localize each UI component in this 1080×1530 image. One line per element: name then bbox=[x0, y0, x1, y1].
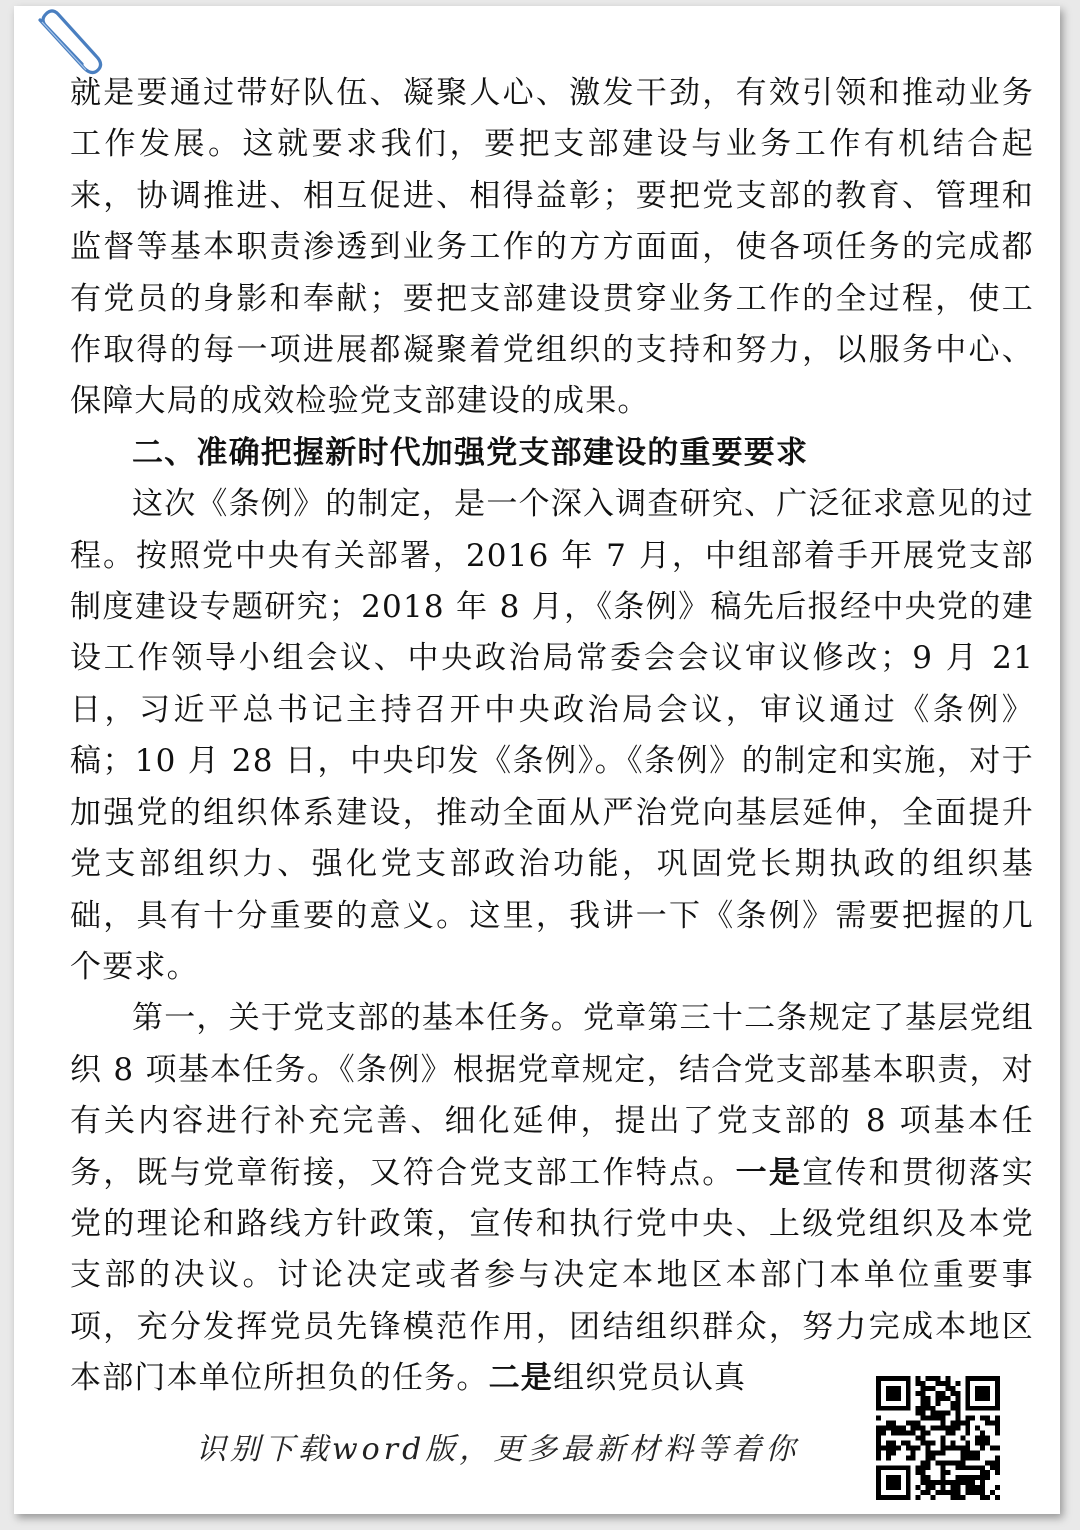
paragraph bbox=[70, 993, 1034, 1404]
paragraph-text: 党章第三十二条规定了基层党组织 8 项基本任务。《条例》根据党章规定，结合党支部基本职责，对有关内容进行补充完善、细化延伸，提出了党支部的 8 项基本任务，既与党章衔接，又符合党支部工作特点。 bbox=[70, 1000, 1034, 1191]
download-prompt: 识别下载word版，更多最新材料等着你 bbox=[196, 1432, 800, 1467]
emphasis-text: 一是 bbox=[735, 1154, 803, 1191]
paragraph-text: 宣传和贯彻落实党的理论和路线方针政策，宣传和执行党中央、上级党组织及本党支部的决议。讨论决定或者参与决定本地区本部门本单位重要事项，充分发挥党员先锋模范作用，团结组织群众，努力完成本地区本部门本单位所担负的任务。 bbox=[70, 1154, 1034, 1397]
paragraph-text: 这次《条例》的制定，是一个深入调查研究、广泛征求意见的过程。按照党中央有关部署，2016 年 7 月，中组部着手开展党支部制度建设专题研究；2018 年 8 月，《条例》稿先后报经中央党的建设工作领导小组会议、中央政治局常委会会议审议修改；9 月 21 日，习近平总书记主持召开中央政治局会议，审议通过《条例》稿；10 月 28 日，中央印发《条例》。《条例》的制定和实施，对于加强党的组织体系建设，推动全面从严治党向基层延伸，全面提升党支部组织力、强化党支部政治功能，巩固党长期执政的组织基础，具有十分重要的意义。这里，我讲一下《条例》需要把握的几个要求。 bbox=[70, 486, 1034, 985]
emphasis-text: 二是 bbox=[488, 1360, 554, 1397]
paragraph bbox=[70, 479, 1034, 993]
paragraph bbox=[70, 68, 1034, 428]
paragraph-text: 第一，关于党支部的基本任务。 bbox=[132, 1000, 583, 1037]
paragraph-text: 就是要通过带好队伍、凝聚人心、激发干劲，有效引领和推动业务工作发展。这就要求我们，要把支部建设与业务工作有机结合起来，协调推进、相互促进、相得益彰；要把党支部的教育、管理和监督等基本职责渗透到业务工作的方方面面，使各项任务的完成都有党员的身影和奉献；要把支部建设贯穿业务工作的全过程，使工作取得的每一项进展都凝聚着党组织的支持和努力，以服务中心、保障大局的成效检验党支部建设的成果。 bbox=[70, 75, 1034, 420]
section-heading bbox=[70, 428, 1034, 479]
qr-code-icon[interactable] bbox=[876, 1376, 1000, 1500]
document-page bbox=[14, 6, 1060, 1514]
paragraph-text: 二、准确把握新时代加强党支部建设的重要要求 bbox=[132, 434, 809, 471]
paragraph-text: 组织党员认真 bbox=[553, 1360, 747, 1397]
document-body bbox=[70, 68, 1034, 1405]
